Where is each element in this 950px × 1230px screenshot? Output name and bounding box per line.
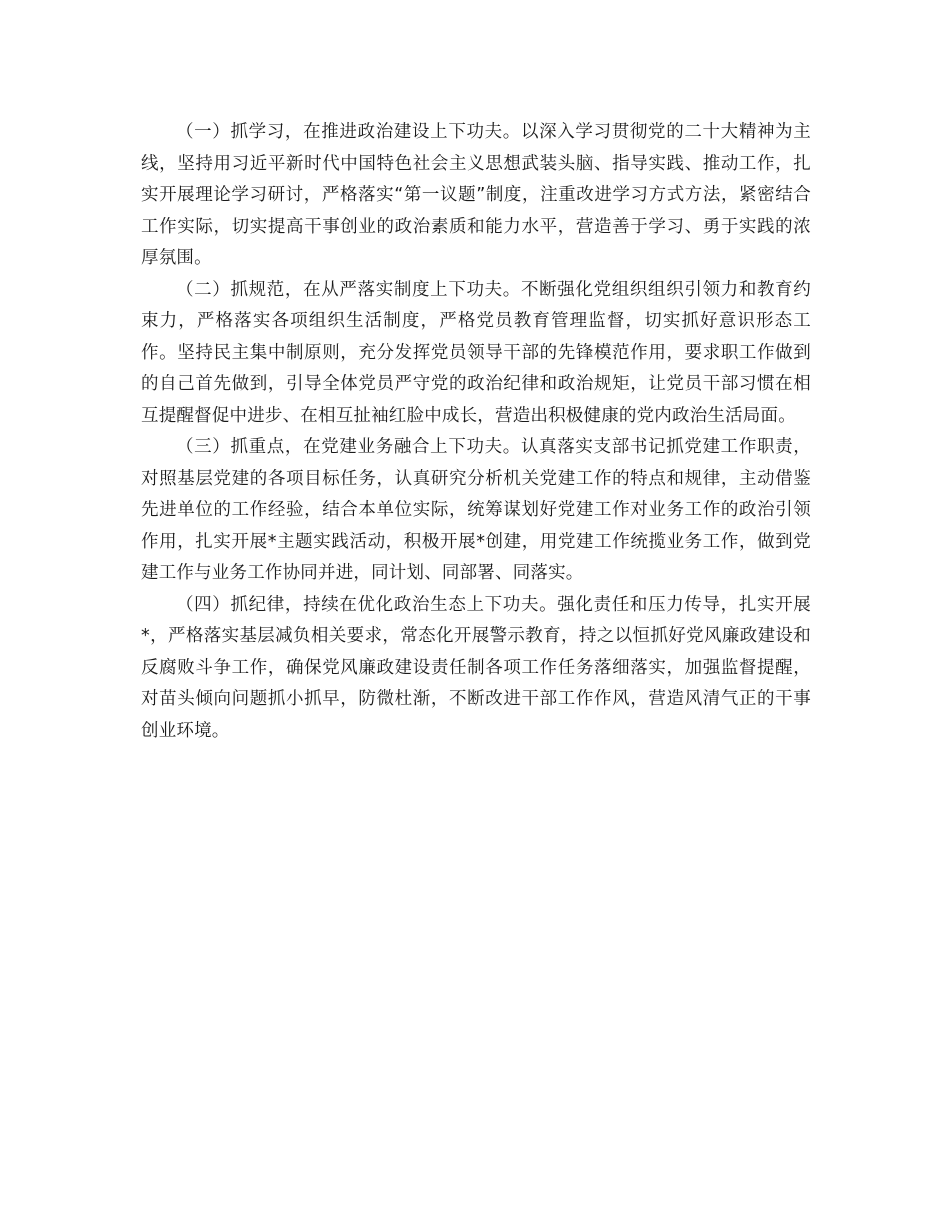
document-body xyxy=(141,117,811,747)
paragraph-study: （一）抓学习，在推进政治建设上下功夫。以深入学习贯彻党的二十大精神为主线，坚持用习近平新时代中国特色社会主义思想武装头脑、指导实践、推动工作，扎实开展理论学习研讨，严格落实“第一议题”制度，注重改进学习方式方法，紧密结合工作实际，切实提高干事创业的政治素质和能力水平，营造善于学习、勇于实践的浓厚氛围。 xyxy=(141,122,811,268)
paragraph-norms: （二）抓规范，在从严落实制度上下功夫。不断强化党组织组织引领力和教育约束力，严格落实各项组织生活制度，严格党员教育管理监督，切实抓好意识形态工作。坚持民主集中制原则，充分发挥党员领导干部的先锋模范作用，要求职工作做到的自己首先做到，引导全体党员严守党的政治纪律和政治规矩，让党员干部习惯在相互提醒督促中进步、在相互扯袖红脸中成长，营造出积极健康的党内政治生活局面。 xyxy=(141,279,811,426)
paragraph-priorities: （三）抓重点，在党建业务融合上下功夫。认真落实支部书记抓党建工作职责，对照基层党建的各项目标任务，认真研究分析机关党建工作的特点和规律，主动借鉴先进单位的工作经验，结合本单位实际，统筹谋划好党建工作对业务工作的政治引领作用，扎实开展*主题实践活动，积极开展*创建，用党建工作统揽业务工作，做到党建工作与业务工作协同并进，同计划、同部署、同落实。 xyxy=(141,437,811,583)
paragraph-discipline: （四）抓纪律，持续在优化政治生态上下功夫。强化责任和压力传导，扎实开展*，严格落实基层减负相关要求，常态化开展警示教育，持之以恒抓好党风廉政建设和反腐败斗争工作，确保党风廉政建设责任制各项工作任务落细落实，加强监督提醒，对苗头倾向问题抓小抓早，防微杜渐，不断改进干部工作作风，营造风清气正的干事创业环境。 xyxy=(141,594,811,741)
